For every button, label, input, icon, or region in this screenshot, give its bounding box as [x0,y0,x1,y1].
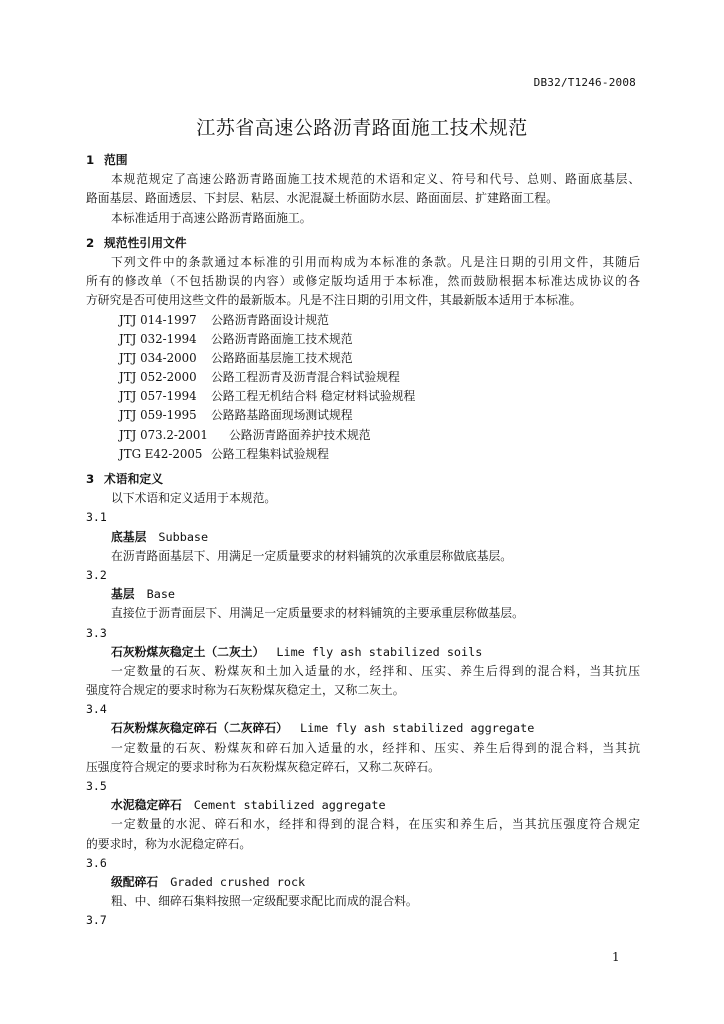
reference-name: 公路工程沥青及沥青混合料试验规程 [211,370,400,385]
term-definition: 一定数量的石灰、粉煤灰和土加入适量的水，经拌和、压实、养生后得到的混合料，当其抗压 [111,663,640,678]
reference-code: JTJ 034-2000 [119,350,197,365]
term-english: Cement stabilized aggregate [193,798,386,813]
reference-name: 公路工程集料试验规程 [211,446,329,461]
reference-item [86,426,640,445]
section-title: 术语和定义 [104,472,163,486]
reference-item [86,311,640,330]
term-definition: 在沥青路面基层下、用满足一定质量要求的材料铺筑的次承重层称做底基层。 [111,548,513,563]
term-number: 3.1 [86,510,107,525]
reference-code: JTJ 032-1994 [119,331,197,346]
term-number: 3.6 [86,855,107,870]
paragraph-line: 本标准适用于高速公路沥青路面施工。 [111,210,312,225]
term-heading [86,643,640,662]
standard-code: DB32/T1246-2008 [533,76,636,89]
paragraph-line: 以下术语和定义适用于本规范。 [111,491,277,506]
reference-code: JTJ 059-1995 [119,408,197,423]
term-english: Lime fly ash stabilized aggregate [299,721,535,736]
term-english: Lime fly ash stabilized soils [276,644,483,659]
term-number: 3.7 [86,913,107,928]
reference-item [86,406,640,425]
reference-name: 公路沥青路面设计规范 [211,312,329,327]
term-heading [86,873,640,892]
reference-item [86,330,640,349]
term-chinese: 基层 [111,587,135,602]
reference-code: JTJ 052-2000 [119,370,197,385]
section-number: 2 [86,235,95,250]
page-number: 1 [612,950,620,964]
term-definition: 粗、中、细碎石集料按照一定级配要求配比而成的混合料。 [111,894,418,909]
term-english: Base [146,587,176,602]
term-heading [86,528,640,547]
reference-item [86,387,640,406]
section-number: 1 [86,153,95,167]
term-heading [86,719,640,738]
paragraph-line: 路面基层、路面透层、下封层、粘层、水泥混凝土桥面防水层、路面面层、扩建路面工程。 [86,191,558,206]
reference-code: JTJ 057-1994 [119,389,197,404]
reference-code: JTJ 073.2-2001 [119,427,208,442]
section-heading-2 [86,234,640,253]
term-definition: 一定数量的水泥、碎石和水，经拌和得到的混合料，在压实和养生后，当其抗压强度符合规定 [111,817,640,832]
term-definition: 强度符合规定的要求时称为石灰粉煤灰稳定土，又称二灰土。 [86,683,405,698]
term-english: Subbase [158,529,209,544]
reference-name: 公路路基路面现场测试规程 [211,408,353,423]
section-heading-3 [86,470,640,489]
term-number: 3.4 [86,702,107,717]
section-heading-1 [86,151,640,170]
term-chinese: 底基层 [111,529,147,544]
term-heading [86,585,640,604]
term-chinese: 级配碎石 [111,874,159,889]
reference-name: 公路沥青路面养护技术规范 [229,427,371,442]
document-title: 江苏省高速公路沥青路面施工技术规范 [196,117,528,139]
term-heading [86,796,640,815]
paragraph-line: 本规范规定了高速公路沥青路面施工技术规范的术语和定义、符号和代号、总则、路面底基层、 [111,172,640,187]
paragraph-line: 下列文件中的条款通过本标准的引用而构成为本标准的条款。凡是注日期的引用文件，其随后 [111,254,640,269]
reference-item [86,368,640,387]
term-number: 3.2 [86,567,107,582]
section-number: 3 [86,472,95,486]
section-title: 范围 [104,153,128,167]
term-definition: 压强度符合规定的要求时称为石灰粉煤灰稳定碎石，又称二灰碎石。 [86,759,440,774]
reference-item [86,349,640,368]
document-body [86,151,640,931]
reference-code: JTG E42-2005 [119,446,203,461]
term-number: 3.5 [86,779,107,793]
section-title: 规范性引用文件 [104,235,187,250]
paragraph-line: 所有的修改单（不包括勘误的内容）或修定版均适用于本标准，然而鼓励根据本标准达成协议的各 [86,274,640,289]
reference-name: 公路路面基层施工技术规范 [211,350,353,365]
term-chinese: 石灰粉煤灰稳定碎石（二灰碎石） [111,721,288,736]
reference-name: 公路工程无机结合料 稳定材料试验规程 [211,389,416,404]
term-definition: 一定数量的石灰、粉煤灰和碎石加入适量的水，经拌和、压实、养生后得到的混合料，当其抗 [111,740,640,755]
term-english: Graded crushed rock [170,874,306,889]
reference-item [86,445,640,464]
term-definition: 的要求时，称为水泥稳定碎石。 [86,836,252,851]
term-chinese: 石灰粉煤灰稳定土（二灰土） [111,644,265,659]
term-number: 3.3 [86,625,107,640]
reference-name: 公路沥青路面施工技术规范 [211,331,353,346]
term-chinese: 水泥稳定碎石 [111,798,182,813]
paragraph-line: 方研究是否可使用这些文件的最新版本。凡是不注日期的引用文件，其最新版本适用于本标准。 [86,293,582,308]
reference-code: JTJ 014-1997 [119,312,197,327]
term-definition: 直接位于沥青面层下、用满足一定质量要求的材料铺筑的主要承重层称做基层。 [111,606,524,621]
